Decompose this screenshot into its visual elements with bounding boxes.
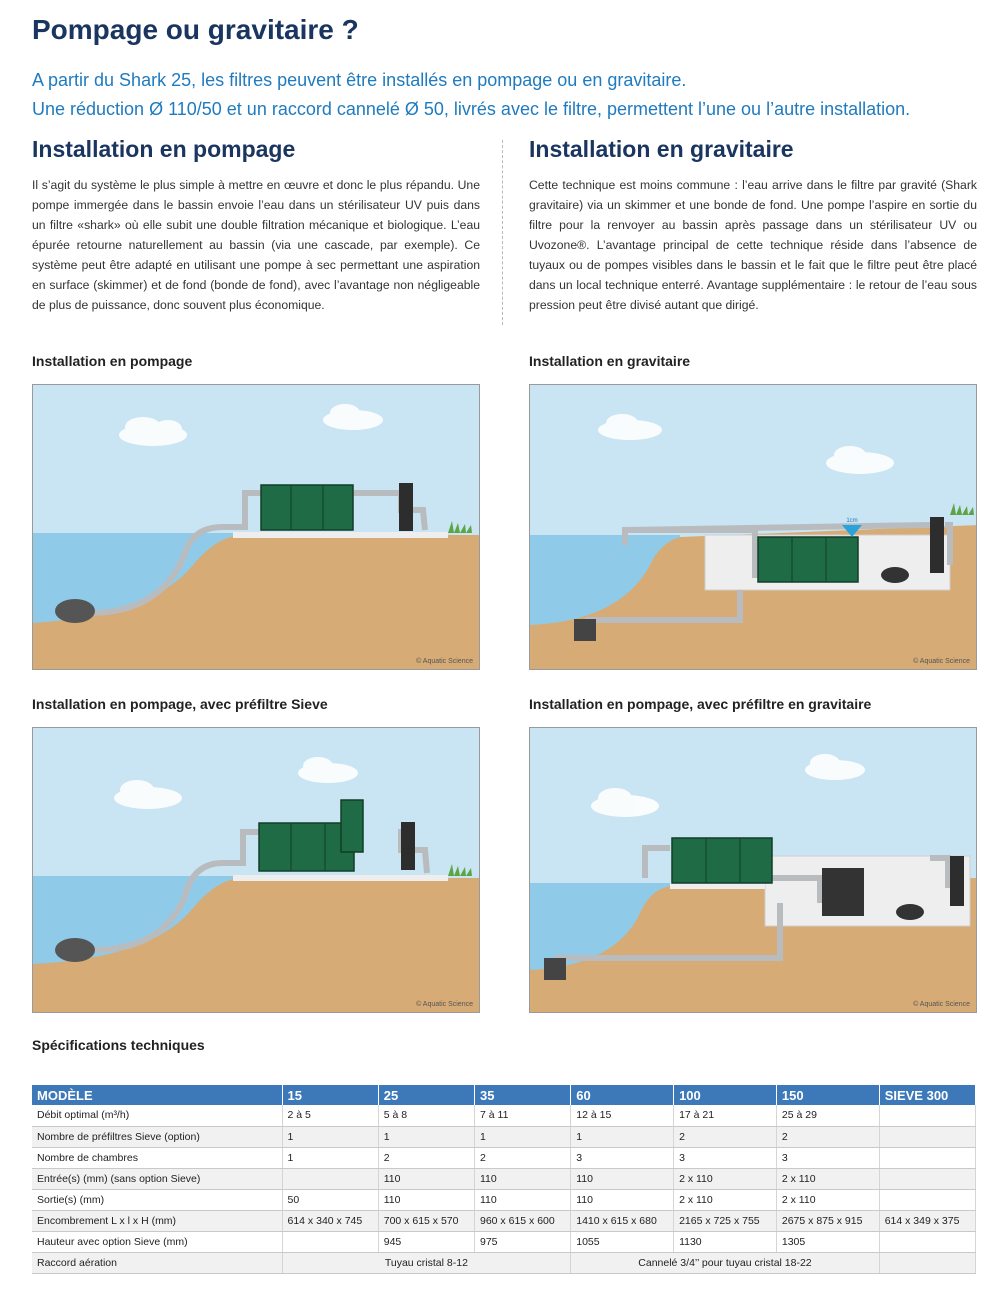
table-cell [879, 1105, 975, 1126]
table-cell: 1055 [571, 1231, 674, 1252]
specs-header-row [32, 1085, 976, 1105]
shark-filter [672, 838, 772, 883]
specs-title: Spécifications techniques [32, 1037, 205, 1053]
table-cell: 7 à 11 [475, 1105, 571, 1126]
uv-sterilizer [399, 483, 413, 531]
table-row [32, 1252, 976, 1273]
table-cell: 2165 x 725 x 755 [674, 1210, 777, 1231]
shark-filter [758, 537, 858, 582]
gravity-heading: Installation en gravitaire [529, 136, 794, 162]
uv-sterilizer [401, 822, 415, 870]
table-row [32, 1210, 976, 1231]
table-cell: 2 à 5 [282, 1105, 378, 1126]
surface-pump [896, 904, 924, 920]
specs-header: 25 [378, 1085, 474, 1105]
row-label: Entrée(s) (mm) (sans option Sieve) [32, 1168, 282, 1189]
uv-sterilizer [930, 517, 944, 573]
row-label: Nombre de chambres [32, 1147, 282, 1168]
table-cell: 110 [475, 1189, 571, 1210]
table-cell: 1 [282, 1147, 378, 1168]
pump-caption: Installation en pompage [32, 353, 193, 369]
bottom-drain [544, 958, 566, 980]
illustration-copyright: © Aquatic Science [416, 658, 473, 665]
gravity-description: Cette technique est moins commune : l’eau arrive dans le filtre par gravité (Shark gravitaire) via un skimmer et une bonde de fond. Une pompe l’aspire en sortie du filtre pour la renvoyer au bassin après passage dans un stérilisateur UV ou Uvozone®. L’avantage principal de cette technique réside dans l’absence de tuyaux ou de pompes visibles dans le bassin et le fait que le filtre peut être placé dans un local technique enterré. Avantage supplémentaire : le retour de l’eau sous pression peut être divisé autant que dirigé. [529, 178, 977, 312]
gravity-prefilter-illustration [529, 727, 977, 1013]
specs-header: SIEVE 300 [879, 1085, 975, 1105]
table-cell: 17 à 21 [674, 1105, 777, 1126]
table-row [32, 1105, 976, 1126]
table-row [32, 1231, 976, 1252]
table-cell: 2 x 110 [674, 1168, 777, 1189]
table-cell: 12 à 15 [571, 1105, 674, 1126]
illustration-copyright: © Aquatic Science [416, 1001, 473, 1008]
specs-header: 150 [776, 1085, 879, 1105]
immersed-pump [55, 599, 95, 623]
table-cell: 2675 x 875 x 915 [776, 1210, 879, 1231]
table-cell: 3 [776, 1147, 879, 1168]
table-cell: 1 [571, 1126, 674, 1147]
table-cell: 614 x 349 x 375 [879, 1210, 975, 1231]
table-cell: 3 [674, 1147, 777, 1168]
table-cell: 960 x 615 x 600 [475, 1210, 571, 1231]
specs-header: MODÈLE [32, 1085, 282, 1105]
table-cell [282, 1231, 378, 1252]
intro-text [32, 66, 982, 124]
table-cell: 3 [571, 1147, 674, 1168]
sieve-illustration [32, 727, 480, 1013]
grass-icon [950, 503, 974, 515]
table-cell: 110 [571, 1189, 674, 1210]
table-cell [879, 1126, 975, 1147]
sieve-caption: Installation en pompage, avec préfiltre Sieve [32, 696, 328, 712]
gravity-illustration [529, 384, 977, 670]
table-cell [879, 1252, 975, 1273]
pump-illustration [32, 384, 480, 670]
specs-header: 60 [571, 1085, 674, 1105]
row-label: Encombrement L x l x H (mm) [32, 1210, 282, 1231]
table-cell: Tuyau cristal 8-12 [282, 1252, 571, 1273]
page-title: Pompage ou gravitaire ? [32, 14, 359, 45]
table-row [32, 1126, 976, 1147]
pump-description: Il s’agit du système le plus simple à mettre en œuvre et donc le plus répandu. Une pompe immergée dans le bassin envoie l’eau dans un stérilisateur UV puis dans un filtre «shark» où elle subit une double filtration mécanique et biologique. L’eau épurée retourne naturellement au bassin (via une cascade, par exemple). Ce système peut être adapté en utilisant une pompe à sec permettant une aspiration en surface (skimmer) et de fond (bonde de fond), avec l’avantage non négligeable de plus de puissance, donc souvent plus économique. [32, 178, 480, 312]
table-cell: 945 [378, 1231, 474, 1252]
table-cell: 2 [475, 1147, 571, 1168]
gravity-prefilter-caption: Installation en pompage, avec préfiltre en gravitaire [529, 696, 872, 712]
table-cell: 110 [475, 1168, 571, 1189]
grass-icon [448, 521, 472, 533]
table-cell [879, 1189, 975, 1210]
specs-header: 15 [282, 1085, 378, 1105]
cloud-icon [598, 414, 894, 474]
shark-filter [261, 485, 353, 530]
bottom-drain [574, 619, 596, 641]
sieve-prefilter [341, 800, 363, 852]
table-cell: 2 [674, 1126, 777, 1147]
immersed-pump [55, 938, 95, 962]
shark-filter [259, 823, 354, 871]
table-cell [879, 1231, 975, 1252]
table-cell: 700 x 615 x 570 [378, 1210, 474, 1231]
intro-line-1: A partir du Shark 25, les filtres peuvent être installés en pompage ou en gravitaire. [32, 70, 687, 90]
table-cell [282, 1168, 378, 1189]
row-label: Sortie(s) (mm) [32, 1189, 282, 1210]
table-cell: 110 [378, 1168, 474, 1189]
table-cell: 1 [378, 1126, 474, 1147]
table-row [32, 1147, 976, 1168]
intro-line-2: Une réduction Ø 110/50 et un raccord cannelé Ø 50, livrés avec le filtre, permettent l’une ou l’autre installation. [32, 99, 911, 119]
row-label: Raccord aération [32, 1252, 282, 1273]
table-cell: 50 [282, 1189, 378, 1210]
table-cell: 2 [776, 1126, 879, 1147]
table-cell: Cannelé 3/4’’ pour tuyau cristal 18-22 [571, 1252, 879, 1273]
table-cell: 2 x 110 [674, 1189, 777, 1210]
column-divider [502, 140, 503, 325]
grass-icon [448, 864, 472, 876]
ground-slab [233, 875, 448, 881]
table-cell: 110 [378, 1189, 474, 1210]
specs-table [32, 1085, 976, 1274]
illustration-copyright: © Aquatic Science [913, 658, 970, 665]
specs-header: 100 [674, 1085, 777, 1105]
table-cell: 2 x 110 [776, 1168, 879, 1189]
table-cell: 1 [475, 1126, 571, 1147]
table-cell: 1410 x 615 x 680 [571, 1210, 674, 1231]
row-label: Nombre de préfiltres Sieve (option) [32, 1126, 282, 1147]
technical-room [765, 856, 970, 926]
pump-column [32, 136, 480, 315]
surface-pump [881, 567, 909, 583]
row-label: Hauteur avec option Sieve (mm) [32, 1231, 282, 1252]
gravity-prefilter [822, 868, 864, 916]
table-cell: 2 x 110 [776, 1189, 879, 1210]
illustration-copyright: © Aquatic Science [913, 1001, 970, 1008]
ground-slab [670, 883, 765, 889]
table-cell: 1 [282, 1126, 378, 1147]
table-cell: 975 [475, 1231, 571, 1252]
uv-sterilizer [950, 856, 964, 906]
table-cell: 110 [571, 1168, 674, 1189]
gravity-caption: Installation en gravitaire [529, 353, 691, 369]
table-cell: 1130 [674, 1231, 777, 1252]
table-cell: 1305 [776, 1231, 879, 1252]
row-label: Débit optimal (m³/h) [32, 1105, 282, 1126]
cloud-icon [119, 404, 383, 446]
table-cell: 5 à 8 [378, 1105, 474, 1126]
cloud-icon [591, 754, 865, 817]
table-cell [879, 1168, 975, 1189]
ground-slab [233, 532, 448, 538]
pump-heading: Installation en pompage [32, 136, 296, 162]
level-gauge-label: 1cm [846, 518, 858, 524]
table-row [32, 1189, 976, 1210]
specs-header: 35 [475, 1085, 571, 1105]
table-cell [879, 1147, 975, 1168]
table-row [32, 1168, 976, 1189]
cloud-icon [114, 757, 358, 809]
gravity-column [529, 136, 977, 315]
table-cell: 25 à 29 [776, 1105, 879, 1126]
table-cell: 614 x 340 x 745 [282, 1210, 378, 1231]
table-cell: 2 [378, 1147, 474, 1168]
